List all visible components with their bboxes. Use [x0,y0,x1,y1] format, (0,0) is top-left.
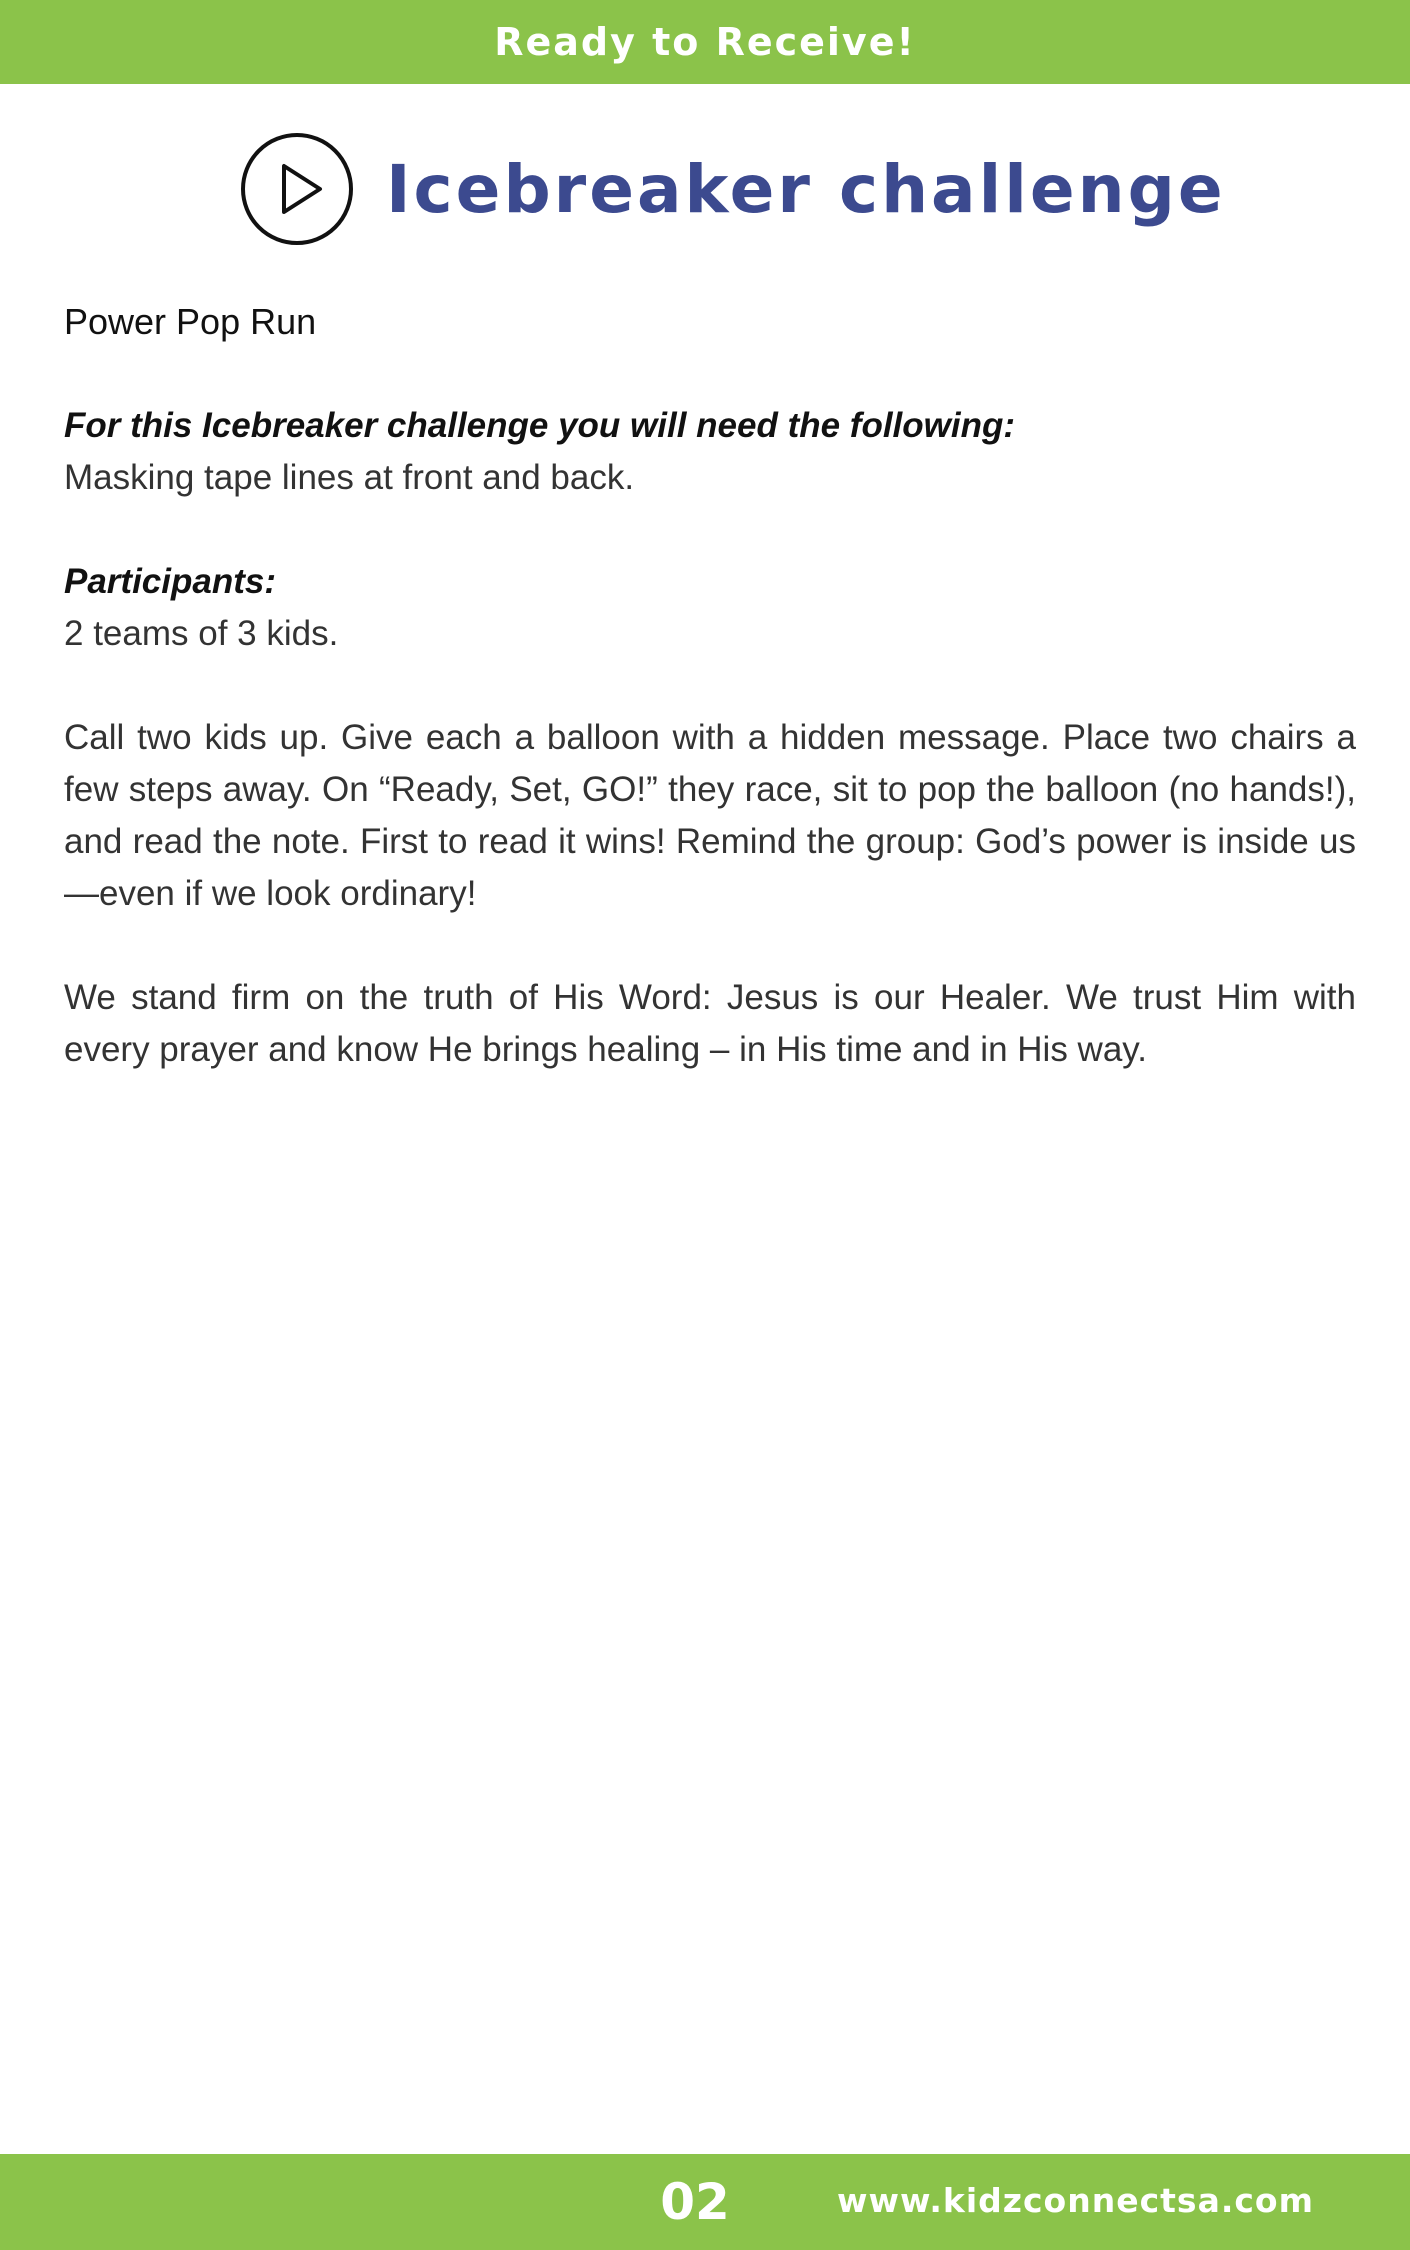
spacer [64,348,1356,400]
page-number: 02 [660,2173,730,2231]
page-title: Icebreaker challenge [386,150,1226,228]
participants-label: Participants: [64,562,276,601]
top-banner [0,0,1410,84]
banner-title: Ready to Receive! [494,20,916,64]
play-circle-icon [238,130,356,248]
spacer [64,920,1356,972]
materials-label: For this Icebreaker challenge you will need the following: [64,406,1016,445]
instructions-paragraph: Call two kids up. Give each a balloon with a hidden message. Place two chairs a few steps away. On “Ready, Set, GO!” they race, sit to pop the balloon (no hands!), and read the note. First to read it wins! Remind the group: God’s power is inside us—even if we look ordinary! [64,718,1356,913]
participants-text: 2 teams of 3 kids. [64,614,339,653]
activity-name: Power Pop Run [64,301,317,342]
section-heading [238,130,1226,248]
main-content [64,296,1356,1076]
spacer [64,660,1356,712]
materials-text: Masking tape lines at front and back. [64,458,635,497]
closing-paragraph: We stand firm on the truth of His Word: Jesus is our Healer. We trust Him with every prayer and know He brings healing – in His time and in His way. [64,978,1356,1069]
website-link[interactable]: www.kidzconnectsa.com [837,2181,1314,2220]
spacer [64,504,1356,556]
